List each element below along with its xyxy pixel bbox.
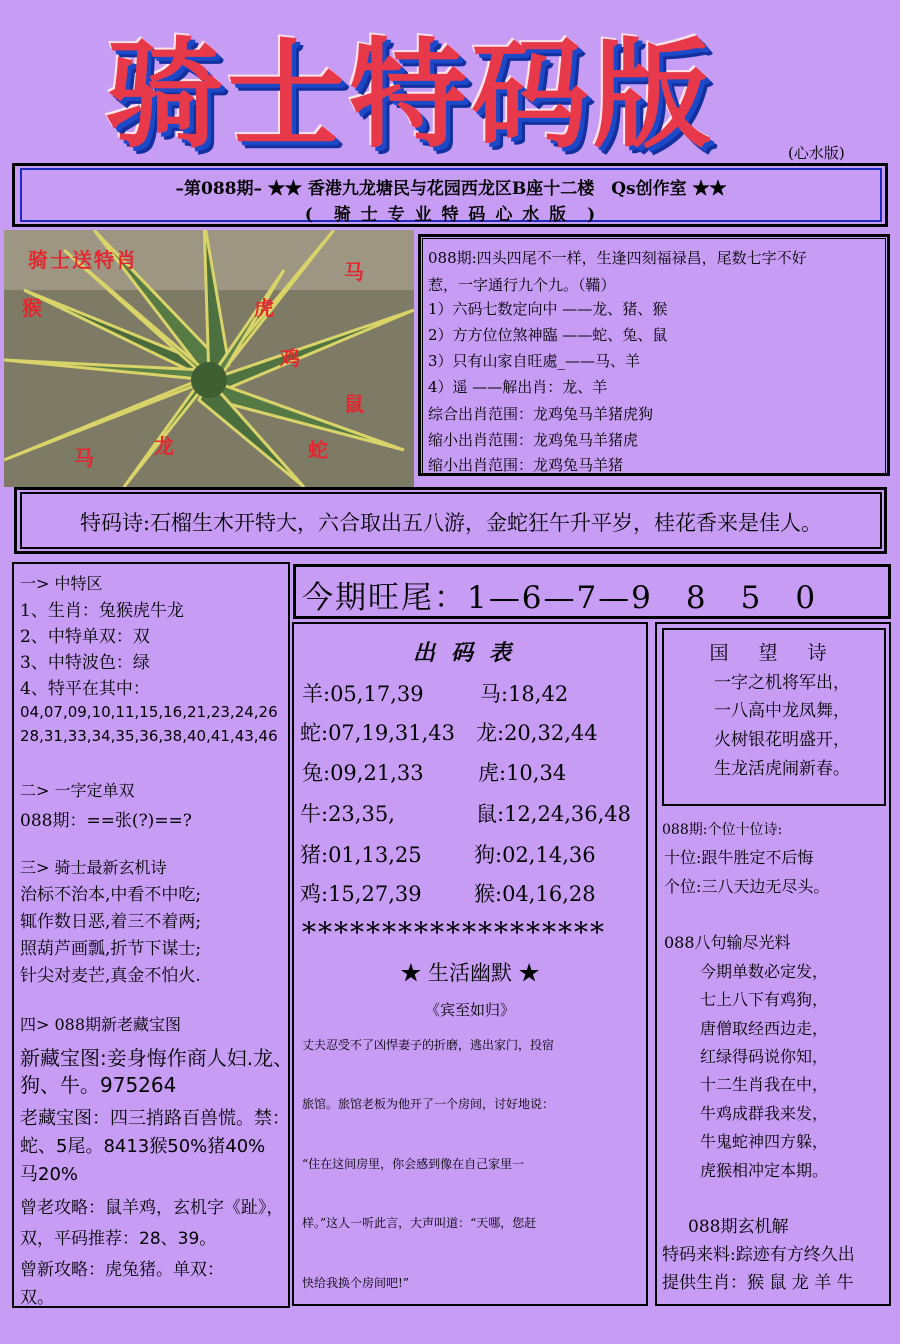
story-line: 旅馆。旅馆老板为他开了一个房间，讨好地说： (302, 1097, 555, 1111)
treasure-map-line: 蛇、5尾。8413猴50%猪40% (20, 1136, 266, 1157)
plant-zodiac-she: 蛇 (308, 438, 330, 462)
plant-zodiac-hu: 虎 (254, 296, 276, 320)
prediction-line: 3）只有山家自旺處_——马、羊 (428, 352, 641, 370)
national-poem-title: 国 望 诗 (709, 642, 839, 664)
treasure-map-line: 老藏宝图：四三捎路百兽慌。禁： (20, 1108, 290, 1129)
plant-zodiac-hou: 猴 (22, 296, 44, 320)
code-table-cell: 牛:23,35, (300, 802, 395, 826)
plant-zodiac-ma: 马 (344, 260, 366, 284)
prediction-range: 缩小出肖范围：龙鸡兔马羊猪 (428, 456, 624, 474)
digits-poem-line: 十位:跟牛胜定不后悔 (664, 848, 814, 867)
header-subtitle: ( 骑 士 专 业 特 码 心 水 版 ) (304, 205, 598, 225)
code-table-cell: 猴:04,16,28 (474, 882, 596, 906)
section-title: 三> 骑士最新玄机诗 (20, 858, 167, 877)
number-list: 04,07,09,10,11,15,16,21,23,24,26 (20, 703, 278, 721)
plant-caption: 骑士送特肖 (28, 248, 138, 272)
plant-zodiac-shu: 鼠 (344, 392, 366, 416)
eight-lines-line: 虎猴相冲定本期。 (700, 1161, 829, 1180)
story-title: 《宾至如归》 (424, 1001, 515, 1019)
eight-lines-line: 唐僧取经西边走， (700, 1019, 829, 1038)
national-poem-line: 一八高中龙凤舞， (714, 701, 850, 721)
plant-image (4, 230, 414, 487)
code-table-cell: 羊:05,17,39 (302, 682, 424, 706)
prediction-line: 4）遥 ——解出肖：龙、羊 (428, 378, 608, 396)
strategy-line: 曾新攻略：虎兔猪。单双： (20, 1260, 224, 1280)
prediction-line: 088期:四头四尾不一样，生逢四刻福禄昌，尾数七字不好 (428, 249, 807, 267)
code-table-cell: 狗:02,14,36 (474, 843, 596, 867)
eight-lines-title: 088八句输尽光料 (664, 933, 791, 952)
star-divider: ******************* (302, 916, 606, 949)
header-issue-line: –第088期– ★★ 香港九龙塘民与花园西龙区B座十二楼 Qs创作室 ★★ (175, 179, 727, 199)
zone-item: 1、生肖：兔猴虎牛龙 (20, 601, 184, 621)
mystery-poem-line: 针尖对麦芒,真金不怕火. (20, 966, 201, 986)
code-table-cell: 龙:20,32,44 (476, 721, 598, 745)
section-title: 一> 中特区 (20, 574, 103, 593)
eight-lines-line: 牛鬼蛇神四方躲， (700, 1132, 829, 1151)
section-title: 四> 088期新老藏宝图 (20, 1015, 182, 1034)
code-table-cell: 兔:09,21,33 (302, 761, 424, 785)
lucky-tail-numbers: 今期旺尾：1—6—7—9 8 5 0 (302, 580, 818, 616)
code-table-cell: 马:18,42 (480, 682, 569, 706)
national-poem-line: 生龙活虎闹新春。 (714, 759, 850, 779)
code-table-cell: 鸡:15,27,39 (300, 882, 422, 906)
mystery-poem-line: 治标不治本,中看不中吃; (20, 885, 202, 905)
code-table-cell: 猪:01,13,25 (300, 843, 422, 867)
code-table-cell: 鼠:12,24,36,48 (476, 802, 631, 826)
plant-zodiac-ma-2: 马 (74, 446, 96, 470)
prediction-range: 缩小出肖范围：龙鸡兔马羊猪虎 (428, 431, 639, 449)
eight-lines-line: 今期单数必定发， (700, 962, 829, 981)
digits-poem-title: 088期:个位十位诗: (662, 822, 783, 838)
treasure-map-line: 狗、牛。975264 (20, 1073, 177, 1097)
national-poem-line: 一字之机将军出， (714, 673, 850, 693)
code-table-cell: 虎:10,34 (478, 761, 567, 785)
odd-even-pick: 088期：==张(?)==? (20, 811, 192, 831)
code-table-cell: 蛇:07,19,31,43 (300, 721, 455, 745)
treasure-map-line: 新藏宝图:妾身悔作商人妇.龙、 (20, 1046, 294, 1070)
eight-lines-line: 牛鸡成群我来发， (700, 1104, 829, 1123)
eight-lines-line: 红绿得码说你知， (700, 1047, 829, 1066)
story-line: 样。”这人一听此言，大声叫道：“天哪，您赶 (302, 1216, 537, 1230)
zone-item: 2、中特单双：双 (20, 627, 150, 647)
eight-lines-line: 七上八下有鸡狗， (700, 990, 829, 1009)
prediction-line: 惹，一字通行九个九。（鞴） (428, 276, 616, 294)
strategy-line: 双，平码推荐：28、39。 (20, 1229, 217, 1249)
prediction-range: 综合出肖范围：龙鸡兔马羊猪虎狗 (428, 405, 654, 423)
mystery-poem-line: 照葫芦画瓢,折节下谋士; (20, 939, 202, 959)
code-table-title: 出码表 (412, 640, 527, 666)
strategy-line: 双。 (20, 1288, 54, 1308)
eight-lines-line: 十二生肖我在中， (700, 1075, 829, 1094)
plant-zodiac-ji: 鸡 (280, 346, 302, 370)
prediction-line: 1）六码七数定向中 ——龙、猪、猴 (428, 300, 668, 318)
number-list: 28,31,33,34,35,36,38,40,41,43,46 (20, 727, 278, 745)
mystery-poem-line: 辄作数日恶,着三不着两; (20, 912, 202, 932)
mystery-solution-line: 特码来料:踪迹有方终久出 (662, 1245, 855, 1265)
plant-zodiac-long: 龙 (154, 434, 176, 458)
humor-title: ★ 生活幽默 ★ (400, 961, 540, 985)
page-title: 骑士特码版 (105, 26, 716, 164)
special-code-poem: 特码诗:石榴生木开特大，六合取出五八游，金蛇狂午升平岁，桂花香来是佳人。 (79, 511, 823, 535)
digits-poem-line: 个位:三八天边无尽头。 (664, 877, 830, 896)
zone-item: 4、特平在其中： (20, 679, 150, 699)
zone-item: 3、中特波色：绿 (20, 653, 150, 673)
prediction-line: 2）方方位位煞神臨 ——蛇、兔、鼠 (428, 326, 668, 344)
story-line: 丈夫忍受不了凶悍妻子的折磨，逃出家门，投宿 (302, 1038, 555, 1052)
national-poem-line: 火树银花明盛开， (714, 730, 850, 750)
mystery-solution-line: 提供生肖：猴 鼠 龙 羊 牛 (662, 1273, 854, 1293)
story-line: “住在这间房里，你会感到像在自己家里一 (302, 1157, 525, 1171)
strategy-line: 曾老攻略：鼠羊鸡，玄机字《趾》， (20, 1198, 284, 1218)
edition-label: (心水版) (788, 144, 845, 162)
section-title: 二> 一字定单双 (20, 781, 135, 800)
mystery-solution-title: 088期玄机解 (688, 1217, 789, 1237)
story-line: 快给我换个房间吧!” (302, 1276, 409, 1290)
treasure-map-line: 马20% (20, 1164, 79, 1185)
